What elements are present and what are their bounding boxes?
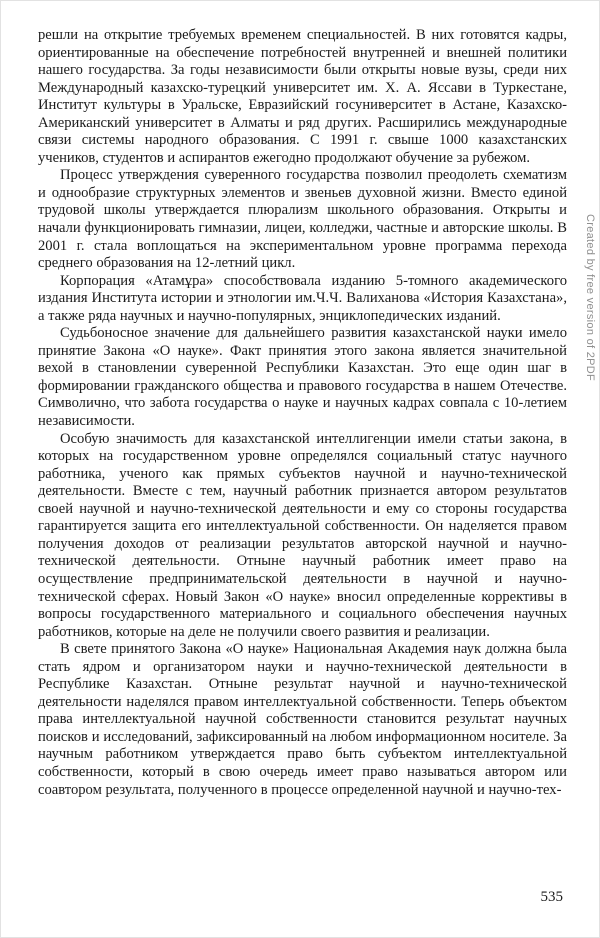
paragraph: Судьбоносное значение для дальнейшего развития казахстанской науки имело принятие Закона «О науке». Факт принятия этого закона является значительной вехой в становлении суверенной Республики Казахстан. Это еще один шаг в формировании гражданского общества и правового государства в нашем Отечестве. Символично, что забота государства о науке и научных кадрах совпала с 10-летием независимости. [38, 325, 567, 430]
pdf-watermark: Created by free version of 2PDF [584, 214, 596, 382]
page-text-block [38, 27, 567, 799]
paragraph: В свете принятого Закона «О науке» Национальная Академия наук должна была стать ядром и организатором науки и научно-технической деятельности в Республике Казахстан. Отныне результат научной и научно-технической деятельности наделялся правом интеллектуальной собственности. Теперь объектом права интеллектуальной научной собственности становится результат научных поисков и исследований, зафиксированный на любом информационном носителе. За научным работником утверждается право быть субъектом интеллектуальной собственности, который в свою очередь имеет право называться автором или соавтором результата, полученного в процессе определенной научной и научно-тех- [38, 641, 567, 798]
page-number: 535 [540, 889, 563, 905]
paragraph-continuation: решли на открытие требуемых временем специальностей. В них готовятся кадры, ориентированные на обеспечение потребностей внутренней и внешней политики нашего государства. За годы независимости были открыты новые вузы, среди них Международный казахско-турецкий университет им. Х. А. Яссави в Туркестане, Институт культуры в Уральске, Евразийский госуниверситет в Астане, Казахско-Американский университет в Алматы и ряд других. Расширились международные связи системы народного образования. С 1991 г. свыше 1000 казахстанских учеников, студентов и аспирантов ежегодно продолжают обучение за рубежом. [38, 27, 567, 166]
paragraph: Процесс утверждения суверенного государства позволил преодолеть схематизм и однообразие структурных элементов и звеньев духовной жизни. Вместо единой трудовой школы утверждается плюрализм школьного образования. Открыты и начали функционировать гимназии, лицеи, колледжи, частные и авторские школы. В 2001 г. стала воплощаться на экспериментальном уровне программа перехода среднего образования на 12-летний цикл. [38, 167, 567, 272]
paragraph: Особую значимость для казахстанской интеллигенции имели статьи закона, в которых на государственном уровне определялся социальный статус научного работника, ученого как прямых субъектов научной и научно-технической деятельности. Вместе с тем, научный работник признается автором результатов своей научной и научно-технической деятельности и ему со стороны государства гарантируется защита его интеллектуальной собственности. Он наделяется правом получения доходов от реализации результатов авторской научной и научно-технической деятельности. Отныне научный работник имеет право на осуществление предпринимательской деятельности в научной и научно-технической сферах. Новый Закон «О науке» вносил определенные коррективы в вопросы государственного материального и социального обеспечения научных работников, которые на деле не получили своего развития и реализации. [38, 430, 567, 640]
paragraph: Корпорация «Атамұра» способствовала изданию 5-томного академического издания Института истории и этнологии им.Ч.Ч. Валиханова «История Казахстана», а также ряда научных и научно-популярных, энциклопедических изданий. [38, 272, 567, 324]
